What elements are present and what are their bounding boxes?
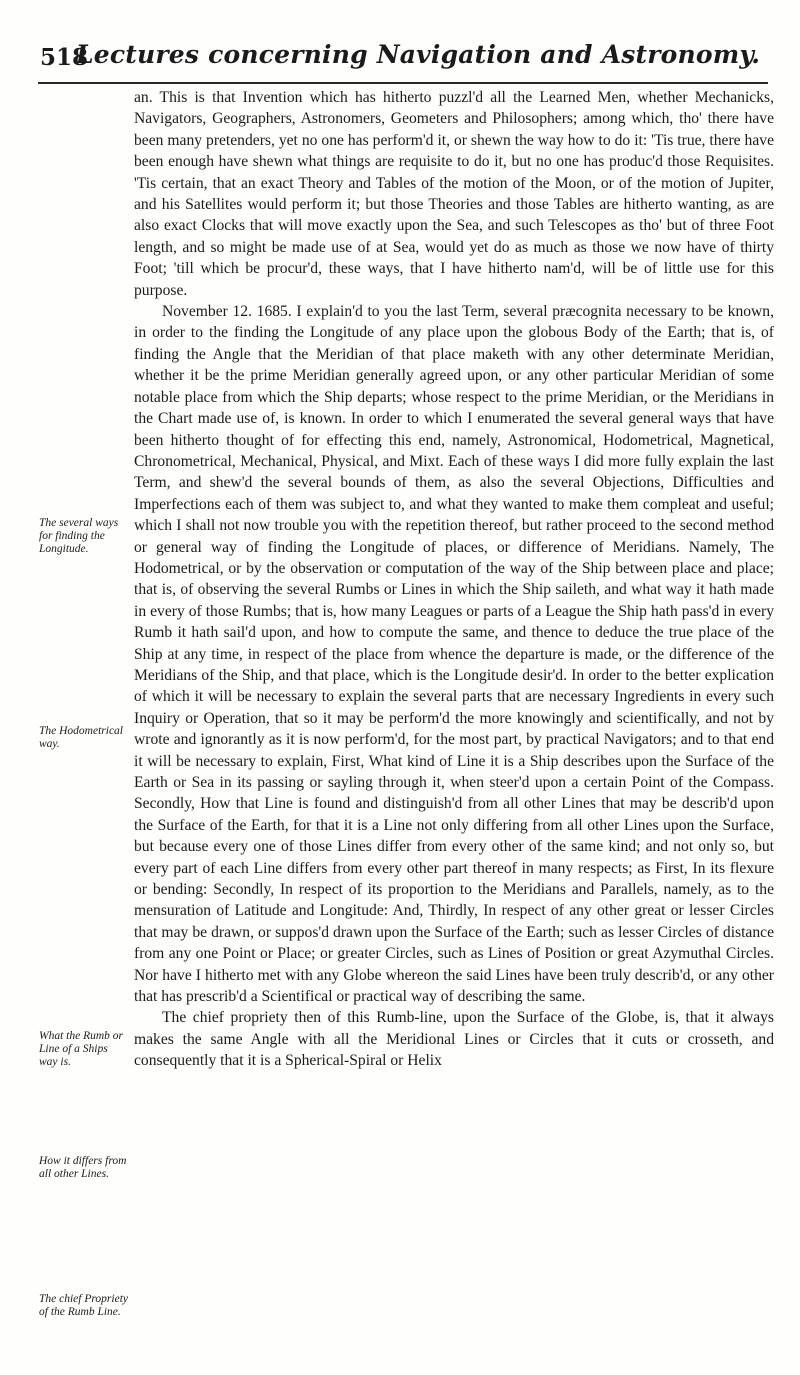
sidenote-rumb-line: What the Rumb or Line of a Ships way is. xyxy=(39,1030,124,1068)
paragraph-1: an. This is that Invention which has hitherto puzzl'd all the Learned Men, whether Mechanicks, Navigators, Geographers, Astronomers, Geometers and Philosophers; among which, tho' there have been many pretenders, yet no one has perform'd it, or shewn the way how to do it: 'Tis true, there have been enough have shewn what things are requisite to do it, but no one has produc'd those Requisites. 'Tis certain, that an exact Theory and Tables of the motion of the Moon, or of the motion of Jupiter, and his Satellites would perform it; but those Theories and those Tables are hitherto wanting, as are also exact Clocks that will move exactly upon the Sea, and such Telescopes as tho' but of three Foot length, and so might be made use of at Sea, would yet do as much as those we now have of thirty Foot; 'till which be procur'd, these ways, that I have hitherto nam'd, will be of little use for this purpose. xyxy=(134,89,774,299)
body-text xyxy=(134,87,774,1072)
paragraph-3: The chief propriety then of this Rumb-line, upon the Surface of the Globe, is, that it always makes the same Angle with all the Meridional Lines or Circles that it cuts or crosseth, and consequently that it is a Spherical-Spiral or Helix xyxy=(134,1009,774,1070)
page-number: 518 xyxy=(40,44,89,71)
sidenote-chief-propriety: The chief Propriety of the Rumb Line. xyxy=(39,1293,128,1318)
sidenote-how-it-differs: How it differs from all other Lines. xyxy=(39,1155,127,1180)
sidenote-longitude-ways: The several ways for finding the Longitude. xyxy=(39,517,119,555)
running-head: Lectures concerning Navigation and Astronomy. xyxy=(76,40,761,69)
paragraph-2: November 12. 1685. I explain'd to you the last Term, several præcognita necessary to be known, in order to the finding the Longitude of any place upon the globous Body of the Earth; that is, of finding the Angle that the Meridian of that place maketh with any other determinate Meridian, whether it be the prime Meridian generally agreed upon, or any other particular Meridian of some notable place from which the Ship departs; whose respect to the prime Meridian, or the Meridians in the Chart made use of, is known. In order to which I enumerated the several general ways that have been hitherto thought of for effecting this end, namely, Astronomical, Hodometrical, Magnetical, Chronometrical, Mechanical, Physical, and Mixt. Each of these ways I did more fully explain the last Term, and shew'd the several bounds of them, as also the several Objections, Difficulties and Imperfections each of them was subject to, and what they wanted to make them compleat and useful; which I shall not now trouble you with the repetition thereof, but rather proceed to the second method or general way of finding the Longitude of places, or difference of Meridians. Namely, The Hodometrical, or by the observation or computation of the way of the Ship between place and place; that is, of observing the several Rumbs or Lines in which the Ship saileth, and what way it hath made in every of those Rumbs; that is, how many Leagues or parts of a League the Ship hath pass'd in every Rumb it hath sail'd upon, and how to compute the same, and thence to deduce the true place of the Ship at any time, in respect of the place from whence the departure is made, or the difference of the Meridians of the Ship, and that place, which is the Longitude desir'd. In order to the better explication of which it will be necessary to explain the several parts that are necessary Ingredients in every such Inquiry or Operation, that so it may be perform'd the more knowingly and scientifically, and not by wrote and ignorantly as it is now perform'd, for the most part, by practical Navigators; and to that end it will be necessary to explain, First, What kind of Line it is a Ship describes upon the Surface of the Earth or Sea in its passing or sayling through it, when steer'd upon a certain Point of the Compass. Secondly, How that Line is found and distinguish'd from all other Lines that may be describ'd upon the Surface of the Earth, for that it is a Line not only differing from all other Lines upon the Surface, but because every one of those Lines differ from every other of the same kind; and not only so, but every part of each Line differs from every other part thereof in many respects; as First, In its flexure or bending: Secondly, In respect of its proportion to the Meridians and Parallels, namely, as to the mensuration of Latitude and Longitude: And, Thirdly, In respect of any other great or lesser Circles that may be drawn, or suppos'd drawn upon the Surface of the Earth; such as lesser Circles of distance from any one Point or Place; or greater Circles, such as Lines of Position or great Azymuthal Circles. Nor have I hitherto met with any Globe whereon the said Lines have been truly describ'd, or any other that has prescrib'd a Scientifical or practical way of describing the same. xyxy=(134,303,774,1006)
header-rule xyxy=(38,82,768,84)
sidenote-hodometrical-way: The Hodometrical way. xyxy=(39,725,124,750)
